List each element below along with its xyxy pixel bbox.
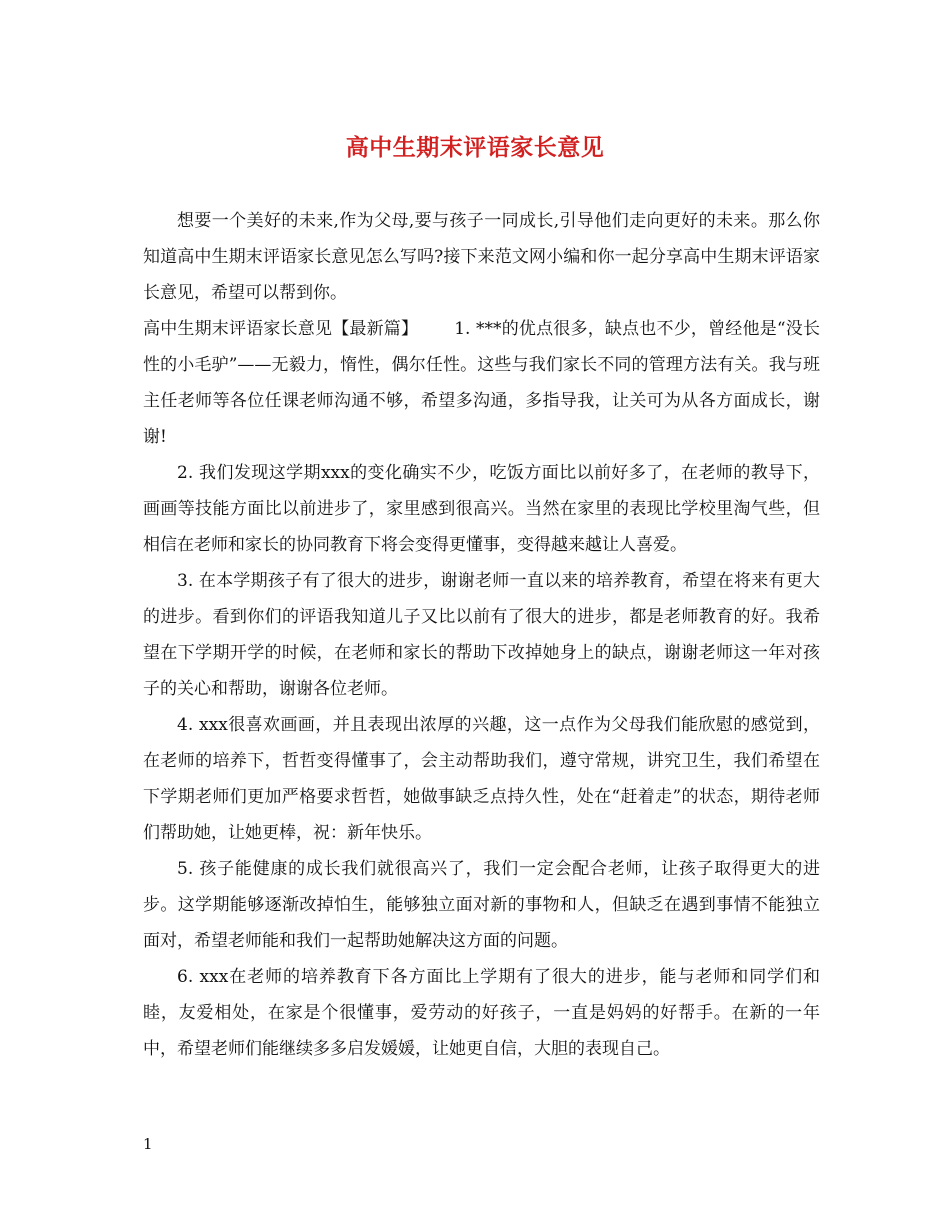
document-body (143, 203, 820, 1067)
comment-paragraph-1: 1. ***的优点很多，缺点也不少，曾经他是“没长性的小毛驴”——无毅力，惰性，偶尔任性。这些与我们家长不同的管理方法有关。我与班主任老师等各位任课老师沟通不够，希望多沟通，多指导我，让关可为从各方面成长，谢谢! (143, 319, 820, 447)
page-number: 1 (143, 1135, 153, 1153)
section-heading: 高中生期末评语家长意见【最新篇】 (143, 319, 419, 339)
comment-paragraph-6: 6. xxx在老师的培养教育下各方面比上学期有了很大的进步，能与老师和同学们和睦，友爱相处，在家是个很懂事，爱劳动的好孩子，一直是妈妈的好帮手。在新的一年中，希望老师们能继续多多启发媛媛，让她更自信，大胆的表现自己。 (143, 967, 820, 1059)
comment-paragraph-3: 3. 在本学期孩子有了很大的进步，谢谢老师一直以来的培养教育，希望在将来有更大的进步。看到你们的评语我知道儿子又比以前有了很大的进步，都是老师教育的好。我希望在下学期开学的时候，在老师和家长的帮助下改掉她身上的缺点，谢谢老师这一年对孩子的关心和帮助，谢谢各位老师。 (143, 571, 820, 699)
comment-paragraph-5: 5. 孩子能健康的成长我们就很高兴了，我们一定会配合老师，让孩子取得更大的进步。这学期能够逐渐改掉怕生，能够独立面对新的事物和人，但缺乏在遇到事情不能独立面对，希望老师能和我们一起帮助她解决这方面的问题。 (143, 859, 820, 951)
intro-paragraph: 想要一个美好的未来,作为父母,要与孩子一同成长,引导他们走向更好的未来。那么你知道高中生期末评语家长意见怎么写吗?接下来范文网小编和你一起分享高中生期末评语家长意见，希望可以帮到你。 (143, 211, 820, 303)
comment-paragraph-4: 4. xxx很喜欢画画，并且表现出浓厚的兴趣，这一点作为父母我们能欣慰的感觉到，在老师的培养下，哲哲变得懂事了，会主动帮助我们，遵守常规，讲究卫生，我们希望在下学期老师们更加严格要求哲哲，她做事缺乏点持久性，处在“赶着走”的状态，期待老师们帮助她，让她更棒，祝：新年快乐。 (143, 715, 820, 843)
document-title: 高中生期末评语家长意见 (345, 134, 605, 161)
comment-paragraph-2: 2. 我们发现这学期xxx的变化确实不少，吃饭方面比以前好多了，在老师的教导下，画画等技能方面比以前进步了，家里感到很高兴。当然在家里的表现比学校里淘气些，但相信在老师和家长的协同教育下将会变得更懂事，变得越来越让人喜爱。 (143, 463, 820, 555)
section-start-paragraph (143, 311, 820, 455)
